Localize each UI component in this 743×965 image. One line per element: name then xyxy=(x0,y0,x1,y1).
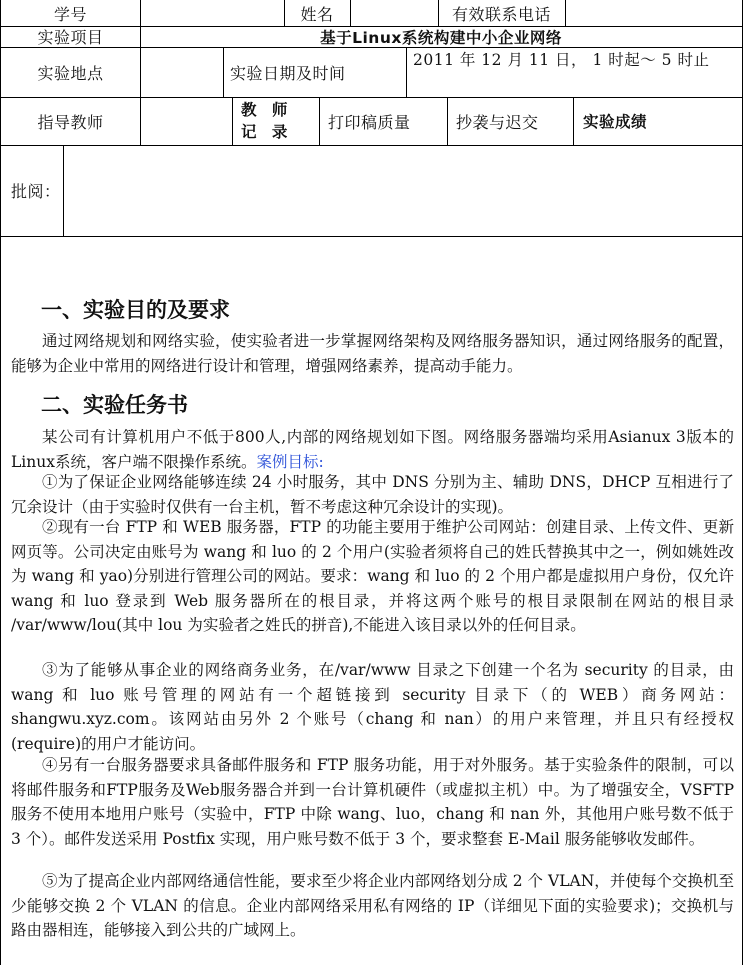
teacher-record-label: 教 师 记 录 xyxy=(241,101,293,141)
section-2-title: 二、实验任务书 xyxy=(41,393,188,417)
student-id-label: 学号 xyxy=(53,4,87,24)
print-quality-label: 打印稿质量 xyxy=(328,112,411,132)
section-2-item-5: ⑤为了提高企业内部网络通信性能，要求至少将企业内部网络划分成 2 个 VLAN，并使每个交换机至少能够交换 2 个 VLAN 的信息。企业内部网络采用私有网络的 IP（详细见下面的实验要求)；交换机与路由器相连，能够接入到公共的广域网上。 xyxy=(11,872,734,939)
datetime-label: 实验日期及时间 xyxy=(230,63,346,83)
section-1-paragraph: 通过网络规划和网络实验，使实验者进一步掌握网络架构及网络服务器知识，通过网络服务的配置，能够为企业中常用的网络进行设计和管理，增强网络素养，提高动手能力。 xyxy=(11,332,734,375)
section-2-intro-text: 某公司有计算机用户不低于800人,内部的网络规划如下图。网络服务器端均采用Asianux 3版本的Linux系统，客户端不限操作系统。 xyxy=(11,428,734,471)
teacher-field[interactable] xyxy=(141,97,232,145)
review-field[interactable] xyxy=(64,145,742,236)
section-2-item-1: ①为了保证企业网络能够连续 24 小时服务，其中 DNS 分别为主、辅助 DNS，DHCP 互相进行了冗余设计（由于实验时仅供有一台主机，暂不考虑这种冗余设计的实现)。 xyxy=(11,473,734,516)
student-id-field[interactable] xyxy=(141,0,284,26)
phone-field[interactable] xyxy=(566,0,742,26)
project-value: 基于Linux系统构建中小企业网络 xyxy=(320,28,562,47)
section-2-paragraph-1 xyxy=(11,425,734,474)
name-label: 姓名 xyxy=(300,4,334,24)
plagiarism-label: 抄袭与迟交 xyxy=(456,112,539,132)
section-2-item-4: ④另有一台服务器要求具备邮件服务和 FTP 服务功能，用于对外服务。基于实验条件的限制，可以将邮件服务和FTP服务及Web服务器合并到一台计算机硬件（或虚拟主机）中。为了增强安全，VSFTP 服务不使用本地用户账号（实验中，FTP 中除 wang、luo，chang 和 nan 外，其他用户账号数不低于 3 个）。邮件发送采用 Postfix 实现，用户账号数不低于 3 个，要求整套 E-Mail 服务能够收发邮件。 xyxy=(11,756,734,848)
phone-label: 有效联系电话 xyxy=(451,4,551,24)
section-2-item-3: ③为了能够从事企业的网络商务业务，在/var/www 目录之下创建一个名为 security 的目录，由 wang 和 luo 账号管理的网站有一个超链接到 security 目录下（的 WEB）商务网站：shangwu.xyz.com。该网站由另外 2 个账号（chang 和 nan）的用户来管理，并且只有经授权(require)的用户才能访问。 xyxy=(11,661,734,753)
name-field[interactable] xyxy=(351,0,438,26)
section-2-item-2: ②现有一台 FTP 和 WEB 服务器，FTP 的功能主要用于维护公司网站：创建目录、上传文件、更新网页等。公司决定由账号为 wang 和 luo 的 2 个用户(实验者须将自己的姓氏替换其中之一，例如姚姓改为 wang 和 yao)分别进行管理公司的网站。要求：wang 和 luo 的 2 个用户都是虚拟用户身份，仅允许 wang 和 luo 登录到 Web 服务器所在的根目录，并将这两个账号的根目录限制在网站的根目录 /var/www/lou(其中 lou 为实验者之姓氏的拼音),不能进入该目录以外的任何目录。 xyxy=(11,518,734,634)
datetime-value: 2011 年 12 月 11 日， 1 时起～ 5 时止 xyxy=(413,51,710,69)
location-label: 实验地点 xyxy=(37,63,104,83)
score-label: 实验成绩 xyxy=(583,113,648,131)
project-label: 实验项目 xyxy=(37,28,104,47)
teacher-label: 指导教师 xyxy=(37,112,104,132)
location-field[interactable] xyxy=(141,47,223,97)
section-1-title: 一、实验目的及要求 xyxy=(41,298,230,322)
case-goal-link: 案例目标: xyxy=(256,452,324,471)
review-label: 批阅： xyxy=(11,182,61,201)
